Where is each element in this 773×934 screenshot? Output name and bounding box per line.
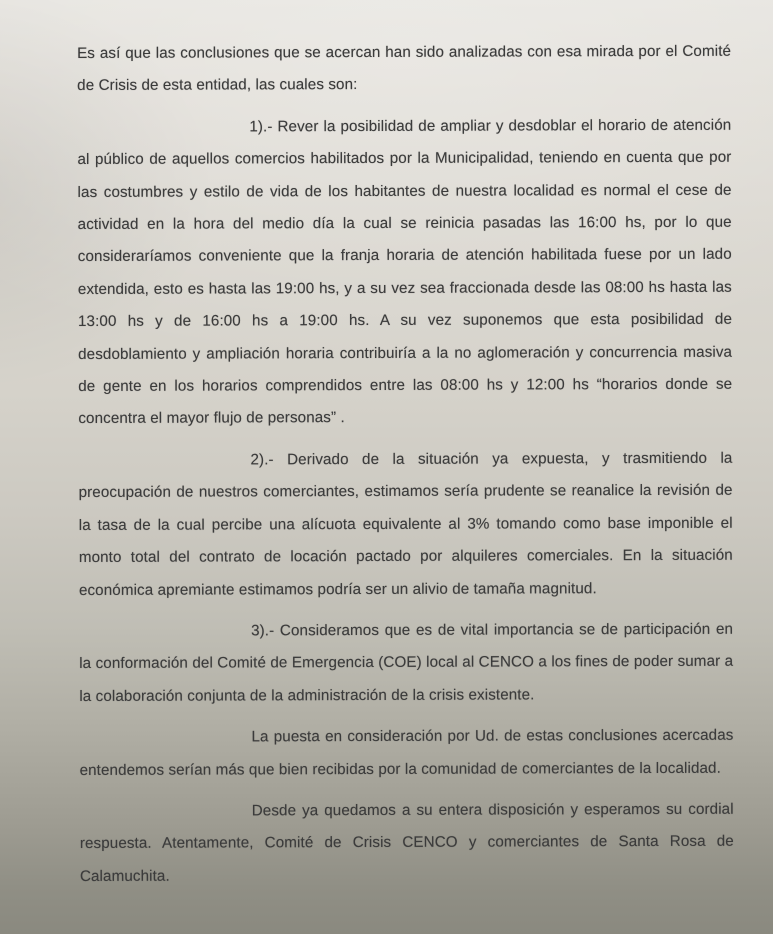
- paragraph-item-2: 2).- Derivado de la situación ya expuesta, y trasmitiendo la preocupación de nuestros comerciantes, estimamos sería prudente se reanalice la revisión de la tasa de la cual percibe una alícuota equivalente al 3% tomando como base imponible el monto total del contrato de locación pactado por alquileres comerciales. En la situación económica apremiante estimamos podría ser un alivio de tamaña magnitud.: [78, 449, 733, 599]
- letter-body: [77, 36, 734, 902]
- paragraph-intro: Es así que las conclusiones que se acercan han sido analizadas con esa mirada por el Comité de Crisis de esta entidad, las cuales son:: [77, 42, 732, 95]
- paragraph-item-3: 3).- Consideramos que es de vital importancia se de participación en la conformación del Comité de Emergencia (COE) local al CENCO a los fines de poder sumar a la colaboración conjunta de la administración de la crisis existente.: [79, 620, 734, 705]
- paragraph-closing-signature: Desde ya quedamos a su entera disposición y esperamos su cordial respuesta. Atentamente, Comité de Crisis CENCO y comerciantes de Santa Rosa de Calamuchita.: [79, 800, 734, 885]
- paragraph-closing-consideration: La puesta en consideración por Ud. de estas conclusiones acercadas entendemos serían más que bien recibidas por la comunidad de comerciantes de la localidad.: [79, 726, 734, 779]
- paragraph-item-1: 1).- Rever la posibilidad de ampliar y desdoblar el horario de atención al público de aquellos comercios habilitados por la Municipalidad, teniendo en cuenta que por las costumbres y estilo de vida de los habitantes de nuestra localidad es normal el cese de actividad en la hora del medio día la cual se reinicia pasadas las 16:00 hs, por lo que consideraríamos conveniente que la franja horaria de atención habilitada fuese por un lado extendida, esto es hasta las 19:00 hs, y a su vez sea fraccionada desde las 08:00 hs hasta las 13:00 hs y de 16:00 hs a 19:00 hs. A su vez suponemos que esta posibilidad de desdoblamiento y ampliación horaria contribuiría a la no aglomeración y concurrencia masiva de gente en los horarios comprendidos entre las 08:00 hs y 12:00 hs “horarios donde se concentra el mayor flujo de personas” .: [77, 116, 733, 428]
